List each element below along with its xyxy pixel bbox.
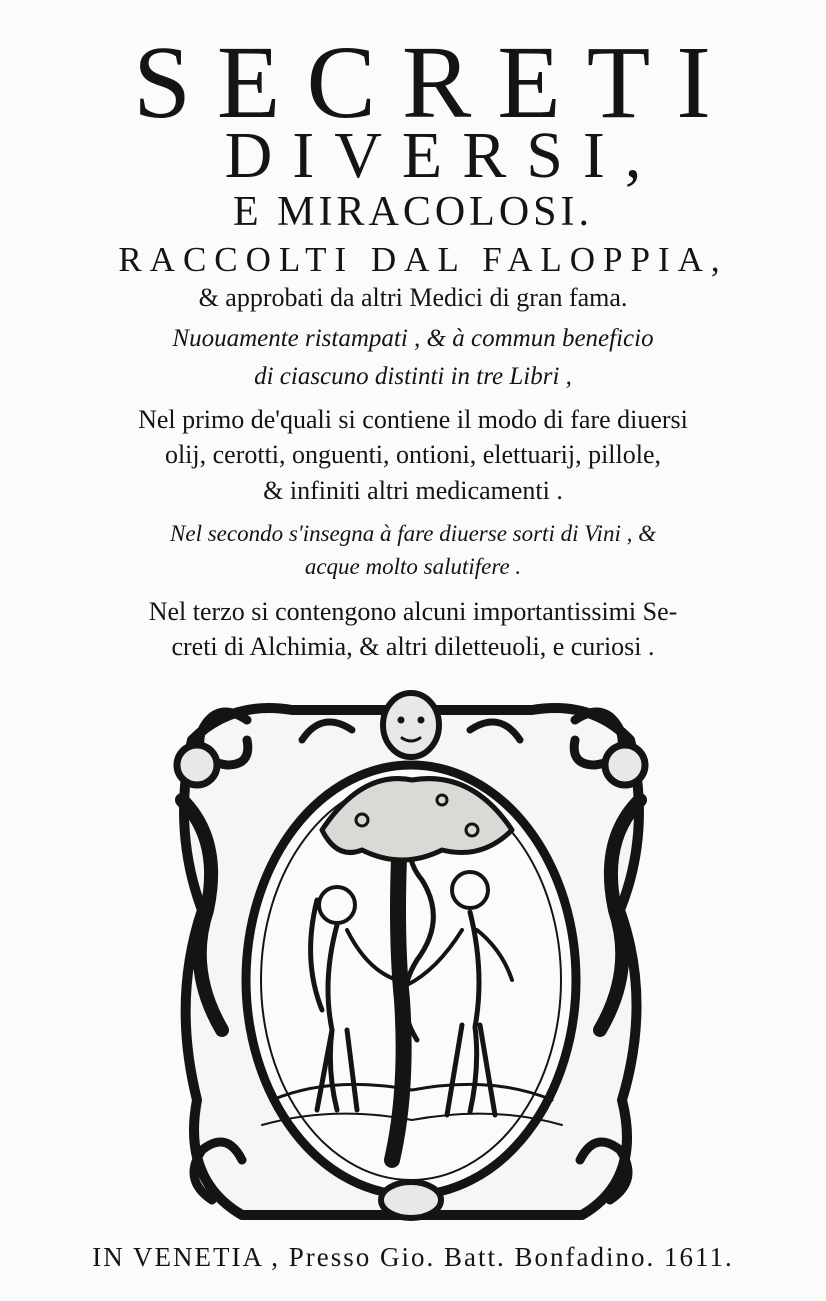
book-one-line-3: & infiniti altri medicamenti . [263, 476, 563, 505]
title-line-miracolosi: E MIRACOLOSI. [232, 189, 593, 235]
book-one-line-1: Nel primo de'quali si contiene il modo di fare diuersi [138, 405, 688, 434]
description-line-2: di ciascuno distinti in tre Libri , [254, 363, 572, 390]
title-line-diversi: DIVERSI, [224, 119, 662, 192]
imprint-line: IN VENETIA , Presso Gio. Batt. Bonfadino. 1611. [92, 1242, 734, 1272]
subtitle-raccolti: RACCOLTI DAL FALOPPIA, [118, 240, 728, 279]
description-line-1: Nuouamente ristampati , & à commun beneficio [172, 325, 654, 352]
subtitle-approbati: & approbati da altri Medici di gran fama. [198, 283, 628, 312]
book-one-line-2: olij, cerotti, onguenti, ontioni, elettuarij, pillole, [164, 440, 662, 469]
book-two-line-2: acque molto salutifere . [304, 554, 522, 579]
adam-and-eve-woodcut-icon [152, 680, 670, 1228]
book-three-line-1: Nel terzo si contengono alcuni importantissimi Se- [148, 597, 678, 626]
book-three-line-2: creti di Alchimia, & altri diletteuoli, e curiosi . [171, 632, 655, 661]
book-two-line-1: Nel secondo s'insegna à fare diuerse sorti di Vini , & [170, 521, 656, 546]
title-line-secreti: SECRETI [133, 25, 737, 140]
